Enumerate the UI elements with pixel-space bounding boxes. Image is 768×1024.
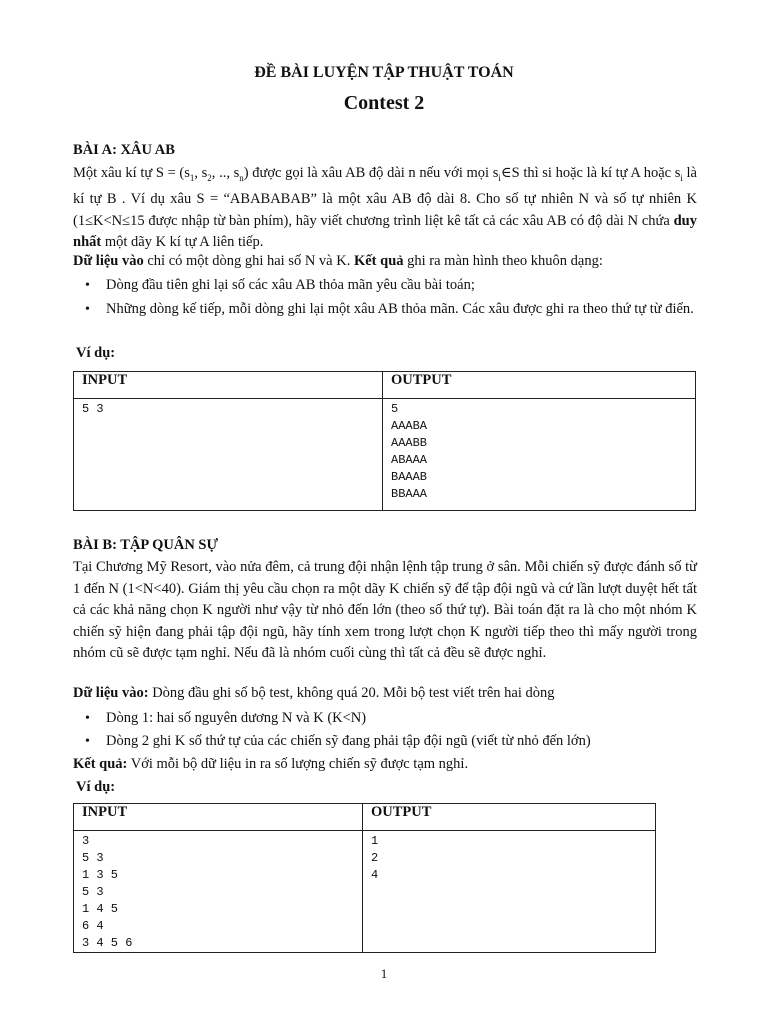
document-title: ĐỀ BÀI LUYỆN TẬP THUẬT TOÁN	[254, 64, 514, 81]
problem-a-io-description: Dữ liệu vào chỉ có một dòng ghi hai số N và K. Kết quả ghi ra màn hình theo khuôn dạng:	[73, 253, 603, 269]
problem-a-statement: Một xâu kí tự $S = (s_1$, $s_2$, .., $s_n$) được gọi là xâu AB độ dài n nếu với mọi $s_i\in S$ thì si hoặc là kí tự A hoặc $s_i$ là kí tự B . Ví dụ xâu S = “ABABABAB” là một xâu AB độ dài 8. Cho số tự nhiên N và số tự nhiên K (1≤K<N≤15 được nhập từ bàn phím), hãy viết chương trình liệt kê tất cả các xâu AB có độ dài N chứa duy nhất một dãy K kí tự A liên tiếp.	[73, 165, 697, 251]
output-column-header: OUTPUT	[363, 804, 656, 831]
input-column-header: INPUT	[74, 372, 383, 399]
sample-output: 5 AAABA AAABB ABAAA BAAAB BBAAA	[383, 399, 696, 511]
problem-a-example-label: Ví dụ:	[76, 345, 116, 361]
list-item: • Dòng 1: hai số nguyên dương N và K (K<N)	[73, 708, 697, 729]
problem-b-output-description: Kết quả: Với mỗi bộ dữ liệu in ra số lượng chiến sỹ được tạm nghỉ.	[73, 756, 469, 772]
input-column-header: INPUT	[74, 804, 363, 831]
problem-b-statement: Tại Chương Mỹ Resort, vào nửa đêm, cả trung đội nhận lệnh tập trung ở sân. Mỗi chiến sỹ được đánh số từ 1 đến N (1<N<40). Giám thị yêu cầu chọn ra một dãy K chiến sỹ để tập đội ngũ và cứ lần lượt duyệt hết tất cả các khả năng chọn K người như vậy từ nhỏ đến lớn (theo số thứ tự). Bài toán đặt ra là cho một nhóm K chiến sỹ hiện đang phải tập đội ngũ, hãy tính xem trong lượt chọn K người tiếp theo thì mấy người trong nhóm cũ sẽ được tạm nghỉ. Nếu đã là nhóm cuối cùng thì tất cả đều sẽ được nghỉ.	[73, 559, 697, 661]
problem-b-heading: BÀI B: TẬP QUÂN SỰ	[73, 537, 219, 553]
problem-a-example-table	[73, 371, 696, 511]
output-column-header: OUTPUT	[383, 372, 696, 399]
page-number: 1	[380, 966, 388, 981]
problem-b-example-table	[73, 803, 656, 953]
problem-b-bullet-list	[73, 708, 697, 752]
list-item: • Dòng đầu tiên ghi lại số các xâu AB thỏa mãn yêu cầu bài toán;	[73, 275, 697, 296]
problem-b-input-description: Dữ liệu vào: Dòng đầu ghi số bộ test, không quá 20. Mỗi bộ test viết trên hai dòng	[73, 685, 555, 701]
sample-input: 3 5 3 1 3 5 5 3 1 4 5 6 4 3 4 5 6	[74, 831, 363, 953]
list-item: • Dòng 2 ghi K số thứ tự của các chiến sỹ đang phải tập đội ngũ (viết từ nhỏ đến lớn)	[73, 731, 697, 752]
problem-a-heading: BÀI A: XÂU AB	[73, 142, 175, 158]
sample-output: 1 2 4	[363, 831, 656, 953]
contest-title: Contest 2	[343, 92, 425, 114]
list-item: • Những dòng kế tiếp, mỗi dòng ghi lại một xâu AB thỏa mãn. Các xâu được ghi ra theo thứ tự từ điển.	[73, 299, 697, 320]
problem-b-example-label: Ví dụ:	[76, 779, 116, 795]
problem-a-bullet-list	[73, 275, 697, 320]
sample-input: 5 3	[74, 399, 383, 511]
